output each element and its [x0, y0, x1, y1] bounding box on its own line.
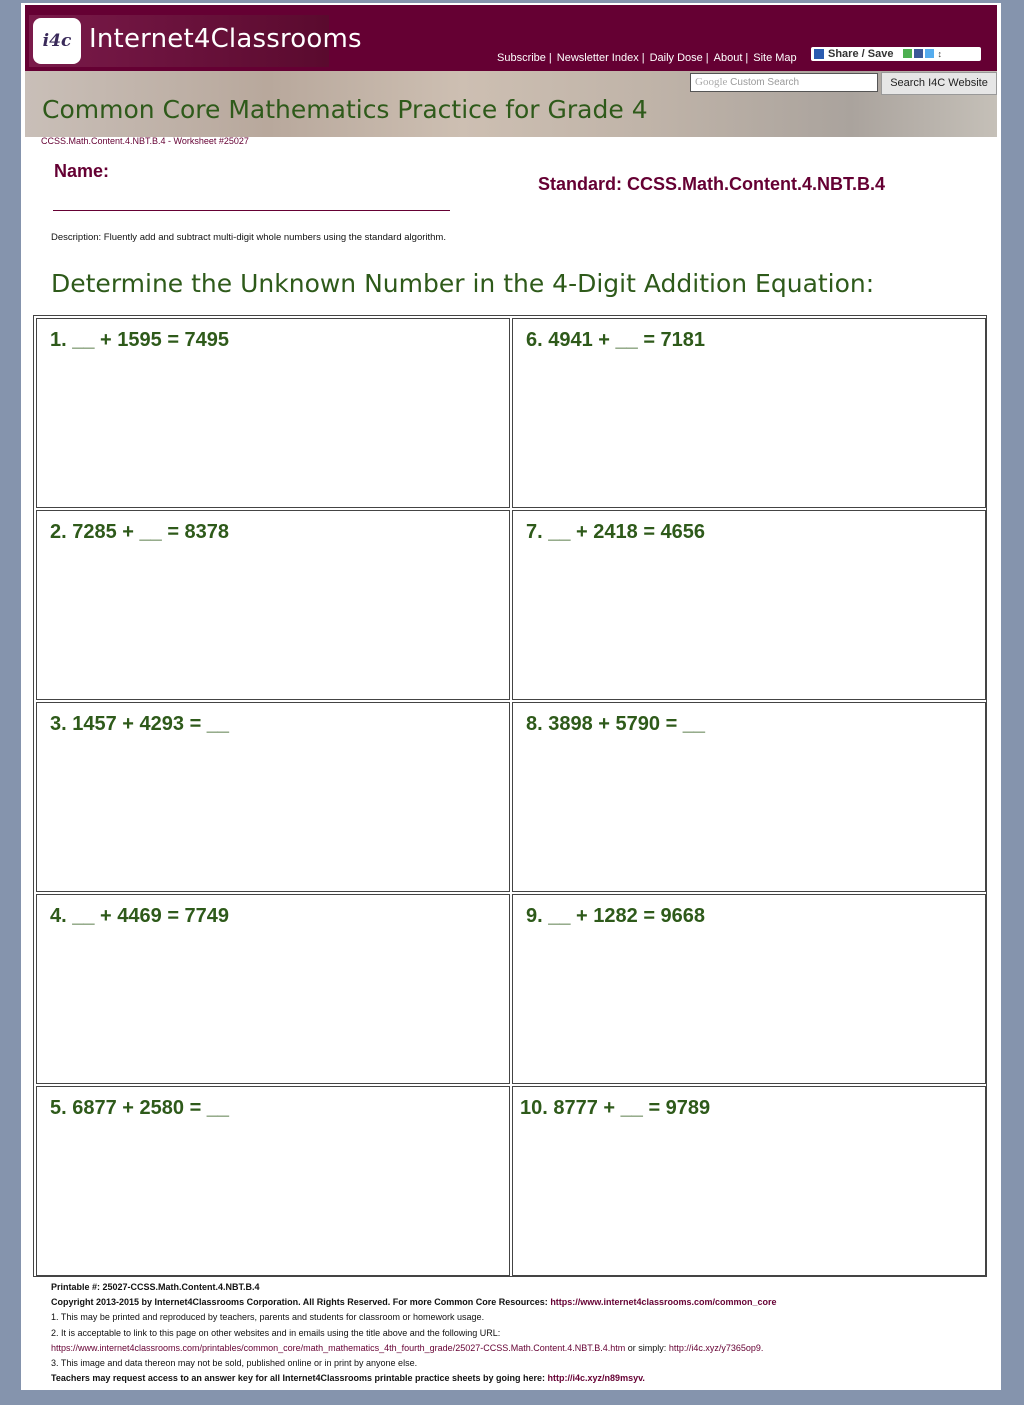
copyright: [51, 1295, 981, 1310]
google-logo: Google: [695, 76, 728, 88]
logo-badge-text: i4c: [42, 31, 72, 51]
facebook-icon[interactable]: [914, 49, 923, 58]
chevron-updown-icon[interactable]: ↕: [937, 49, 942, 59]
problem-cell: [512, 318, 986, 508]
twitter-icon[interactable]: [925, 49, 934, 58]
problem-text: 2. 7285 + __ = 8378: [50, 521, 230, 543]
problem-text: 7. __ + 2418 = 4656: [526, 521, 706, 543]
nav-about[interactable]: About: [713, 52, 743, 64]
search-placeholder: Custom Search: [730, 77, 800, 88]
answer-key-link[interactable]: http://i4c.xyz/n89msyv.: [547, 1373, 645, 1384]
problem-text: 6. 4941 + __ = 7181: [526, 329, 706, 351]
note-1: 1. This may be printed and reproduced by teachers, parents and students for classroom or homework usage.: [51, 1312, 485, 1323]
printable-number: Printable #: 25027-CCSS.Math.Content.4.NBT.B.4: [51, 1282, 260, 1292]
nav-subscribe[interactable]: Subscribe: [497, 52, 546, 64]
nav-separator: |: [705, 52, 709, 64]
name-label: Name:: [54, 161, 110, 181]
nav-newsletter-index[interactable]: Newsletter Index: [556, 52, 639, 64]
problem-cell: [36, 510, 510, 700]
problem-cell: [512, 510, 986, 700]
common-core-link[interactable]: https://www.internet4classrooms.com/common_core: [550, 1297, 777, 1308]
problem-cell: [36, 1086, 510, 1276]
url-line: [51, 1341, 981, 1356]
problem-text: 8. 3898 + 5790 = __: [526, 713, 706, 735]
share-save-button[interactable]: [811, 47, 981, 61]
nav-daily-dose[interactable]: Daily Dose: [649, 52, 703, 64]
problem-cell: [512, 702, 986, 892]
nav-separator: |: [548, 52, 552, 64]
full-url-link[interactable]: https://www.internet4classrooms.com/printables/common_core/math_mathematics_4th_fourth_grade/25027-CCSS.Math.Content.4.NBT.B.4.htm: [51, 1342, 626, 1353]
problem-text: 3. 1457 + 4293 = __: [50, 713, 230, 735]
short-url-link[interactable]: http://i4c.xyz/y7365op9.: [668, 1342, 764, 1353]
problem-text: 5. 6877 + 2580 = __: [50, 1097, 230, 1119]
breadcrumb: CCSS.Math.Content.4.NBT.B.4 - Worksheet #25027: [41, 136, 249, 146]
search-input[interactable]: [690, 73, 878, 92]
site-header: [25, 5, 997, 71]
nav-site-map[interactable]: Site Map: [753, 52, 797, 64]
logo-badge-icon: [33, 18, 81, 64]
description: Description: Fluently add and subtract multi-digit whole numbers using the standard algorithm.: [51, 232, 446, 243]
page-title: Common Core Mathematics Practice for Grade 4: [42, 95, 648, 124]
problem-cell: [36, 894, 510, 1084]
note-2: 2. It is acceptable to link to this page on other websites and in emails using the title above and the following URL:: [51, 1327, 501, 1338]
url-or-text: or simply:: [627, 1342, 667, 1353]
standard-label: Standard: CCSS.Math.Content.4.NBT.B.4: [538, 174, 886, 194]
nav-separator: |: [641, 52, 645, 64]
problem-cell: [36, 702, 510, 892]
share-label: Share / Save: [828, 48, 894, 60]
problem-cell: [512, 1086, 986, 1276]
problem-grid: [33, 315, 987, 1277]
top-nav: [497, 52, 797, 64]
problem-text: 10. 8777 + __ = 9789: [520, 1097, 711, 1119]
share-green-icon[interactable]: [903, 49, 912, 58]
instruction-heading: Determine the Unknown Number in the 4-Digit Addition Equation:: [51, 269, 875, 298]
answer-key: [51, 1371, 981, 1386]
problem-cell: [36, 318, 510, 508]
banner: [25, 71, 997, 137]
page: [21, 3, 1001, 1390]
problem-cell: [512, 894, 986, 1084]
problem-text: 9. __ + 1282 = 9668: [526, 905, 706, 927]
search-button[interactable]: Search I4C Website: [881, 72, 997, 95]
note-3: 3. This image and data thereon may not be sold, published online or in print by anyone else.: [51, 1358, 418, 1369]
site-logo[interactable]: [29, 15, 362, 67]
copyright-text: Copyright 2013-2015 by Internet4Classrooms Corporation. All Rights Reserved. For more Common Core Resources:: [51, 1297, 548, 1308]
logo-text: Internet4Classrooms: [89, 24, 362, 54]
problem-text: 1. __ + 1595 = 7495: [50, 329, 230, 351]
share-plus-icon: [814, 49, 824, 59]
problem-text: 4. __ + 4469 = 7749: [50, 905, 230, 927]
footer: [51, 1280, 981, 1386]
nav-separator: |: [745, 52, 749, 64]
answer-key-text: Teachers may request access to an answer key for all Internet4Classrooms printable practice sheets by going here:: [51, 1373, 546, 1384]
name-line: [53, 210, 450, 211]
